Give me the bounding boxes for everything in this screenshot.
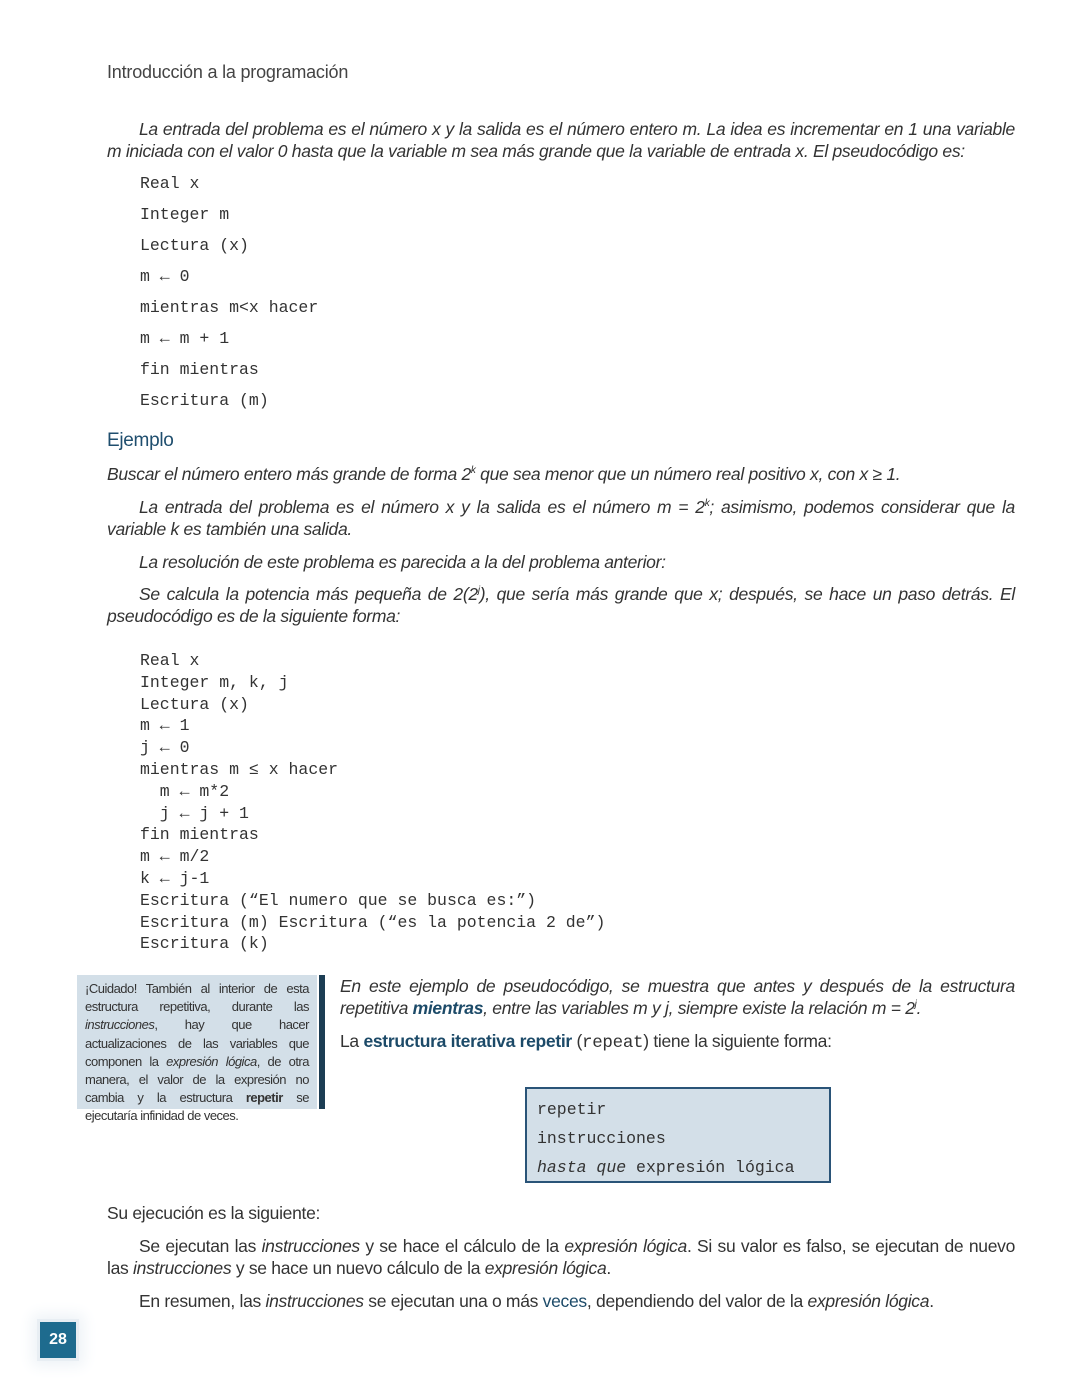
code-line: m ← m/2: [140, 847, 210, 867]
example-paragraph-2: La resolución de este problema es parecida a la del problema anterior:: [139, 552, 666, 572]
code-line: k ← j-1: [140, 868, 210, 888]
code-line: repetir: [537, 1100, 607, 1119]
code-line: j ← j + 1: [140, 803, 249, 823]
pseudocode-block-2: [140, 650, 605, 955]
code-line: Real x: [140, 174, 200, 193]
code-line: mientras m<x hacer: [140, 298, 319, 317]
code-line: j ← 0: [140, 738, 190, 758]
code-line: Escritura (m): [140, 391, 269, 410]
code-line: Integer m: [140, 205, 230, 224]
running-head: Introducción a la programación: [107, 62, 349, 82]
example-paragraph-1: La entrada del problema es el número x y la salida es el número $m = 2^k$; asimismo, podemos considerar que la variable k es también una salida.: [107, 497, 1015, 539]
pseudocode-block-1: [140, 168, 318, 416]
execution-paragraph-2: En resumen, las instrucciones se ejecutan una o más veces, dependiendo del valor de la expresión lógica.: [139, 1291, 934, 1311]
code-line: Escritura (“El numero que se busca es:”): [140, 890, 537, 910]
note-accent-bar: [319, 975, 325, 1109]
example-heading: Ejemplo: [107, 430, 174, 451]
code-line: m ← m + 1: [140, 329, 230, 348]
repeat-intro-paragraph: La estructura iterativa repetir (repeat) tiene la siguiente forma:: [340, 1031, 832, 1053]
code-line: fin mientras: [140, 825, 259, 845]
intro-paragraph: La entrada del problema es el número x y la salida es el número entero m. La idea es incrementar en 1 una variable m iniciada con el valor 0 hasta que la variable m sea más grande que la variable de entrada x. El pseudocódigo es:: [107, 119, 1015, 161]
repeat-syntax-box: [525, 1087, 831, 1183]
relation-paragraph: En este ejemplo de pseudocódigo, se muestra que antes y después de la estructura repetitiva mientras, entre las variables m y j, siempre existe la relación $m = 2^j$.: [340, 976, 1015, 1018]
code-line: Lectura (x): [140, 694, 249, 714]
example-statement: Buscar el número entero más grande de forma 2$^k$ que sea menor que un número real positivo x, con x ≥ 1.: [107, 464, 901, 484]
page-number-badge: 28: [40, 1322, 76, 1358]
code-line: m ← 0: [140, 267, 190, 286]
code-line: hasta que expresión lógica: [537, 1158, 795, 1177]
example-paragraph-3: Se calcula la potencia más pequeña de 2(2$^j$), que sería más grande que x; después, se hace un paso detrás. El pseudocódigo es de la siguiente forma:: [107, 584, 1015, 626]
code-line: Escritura (m) Escritura (“es la potencia 2 de”): [140, 912, 606, 932]
code-line: Integer m, k, j: [140, 672, 289, 692]
execution-heading: Su ejecución es la siguiente:: [107, 1203, 321, 1223]
code-line: m ← m*2: [140, 781, 230, 801]
caution-note: ¡Cuidado! También al interior de esta estructura repetitiva, durante las instrucciones, hay que hacer actualizaciones de las variables que componen la expresión lógica, de otra manera, el valor de la expresión no cambia y la estructura repetir se ejecutaría infinidad de veces.: [77, 975, 317, 1109]
code-line: m ← 1: [140, 716, 190, 736]
code-line: Lectura (x): [140, 236, 249, 255]
code-line: mientras m ≤ x hacer: [140, 759, 339, 779]
code-line: instrucciones: [537, 1129, 666, 1148]
execution-paragraph-1: Se ejecutan las instrucciones y se hace el cálculo de la expresión lógica. Si su valor es falso, se ejecutan de nuevo las instrucciones y se hace un nuevo cálculo de la expresión lógica.: [107, 1236, 1016, 1278]
code-line: Real x: [140, 651, 200, 670]
code-line: Escritura (k): [140, 934, 269, 954]
code-line: fin mientras: [140, 360, 259, 379]
